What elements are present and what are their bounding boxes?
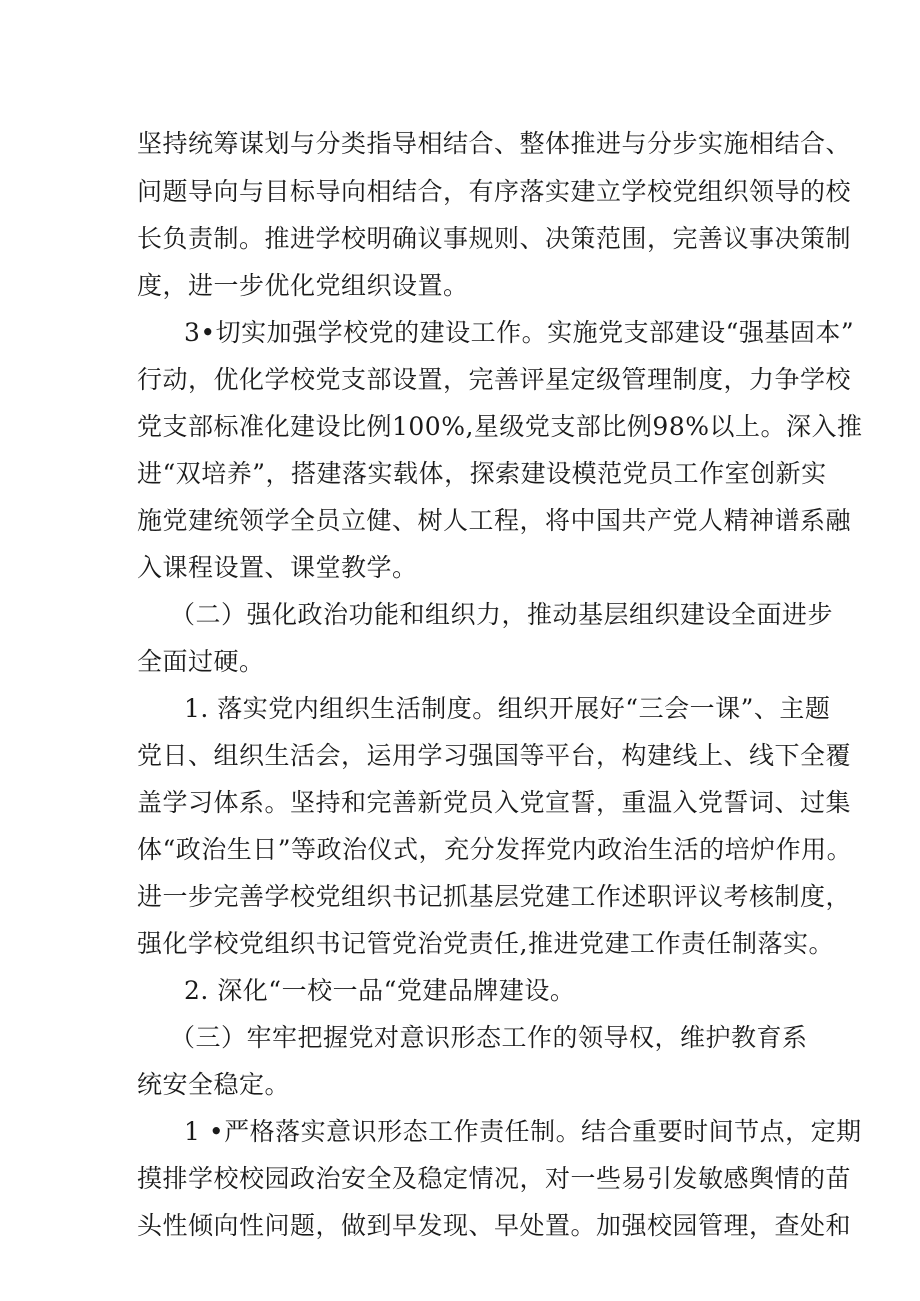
text-line: 强化学校党组织书记管党治党责任,推进党建工作责任制落实。 [137, 929, 834, 958]
text-line: 度，进一步优化党组织设置。 [137, 271, 469, 300]
text-line: 进一步完善学校党组织书记抓基层党建工作述职评议考核制度， [137, 882, 852, 911]
text-line: 头性倾向性问题，做到早发现、早处置。加强校园管理，查处和 [137, 1211, 852, 1240]
text-line: 长负责制。推进学校明确议事规则、决策范围，完善议事决策制 [137, 224, 852, 253]
text-line: 盖学习体系。坚持和完善新党员入党宣誓，重温入党誓词、过集 [137, 788, 852, 817]
text-line: 1. 落实党内组织生活制度。组织开展好“三会一课”、主题 [184, 694, 831, 723]
section-heading-line: 全面过硬。 [137, 647, 265, 676]
text-line: 进“双培养”，搭建落实载体，探索建设模范党员工作室创新实 [137, 459, 827, 488]
text-line: 2. 深化“一校一品“党建品牌建设。 [184, 976, 576, 1005]
text-line: 体“政治生日”等政治仪式，充分发挥党内政治生活的培炉作用。 [137, 835, 853, 864]
text-line: 坚持统筹谋划与分类指导相结合、整体推进与分步实施相结合、 [137, 129, 852, 158]
section-heading-line: 统安全稳定。 [137, 1070, 291, 1099]
text-line: 行动，优化学校党支部设置，完善评星定级管理制度，力争学校 [137, 365, 852, 394]
text-line: 施党建统领学全员立健、树人工程，将中国共产党人精神谱系融 [137, 506, 852, 535]
text-line: 摸排学校校园政治安全及稳定情况，对一些易引发敏感舆情的苗 [137, 1164, 852, 1193]
text-line: 1 •严格落实意识形态工作责任制。结合重要时间节点，定期 [184, 1117, 862, 1146]
text-line: 问题导向与目标导向相结合，有序落实建立学校党组织领导的校 [137, 177, 852, 206]
text-line: 入课程设置、课堂教学。 [137, 553, 418, 582]
section-heading-line: （二）强化政治功能和组织力，推动基层组织建设全面进步 [170, 600, 834, 629]
text-line: 3•切实加强学校党的建设工作。实施党支部建设“强基固本” [184, 318, 855, 347]
text-line: 党支部标准化建设比例100%,星级党支部比例98%以上。深入推 [137, 412, 863, 441]
text-line: 党日、组织生活会，运用学习强国等平台，构建线上、线下全覆 [137, 741, 852, 770]
section-heading-line: （三）牢牢把握党对意识形态工作的领导权，维护教育系 [170, 1023, 808, 1052]
